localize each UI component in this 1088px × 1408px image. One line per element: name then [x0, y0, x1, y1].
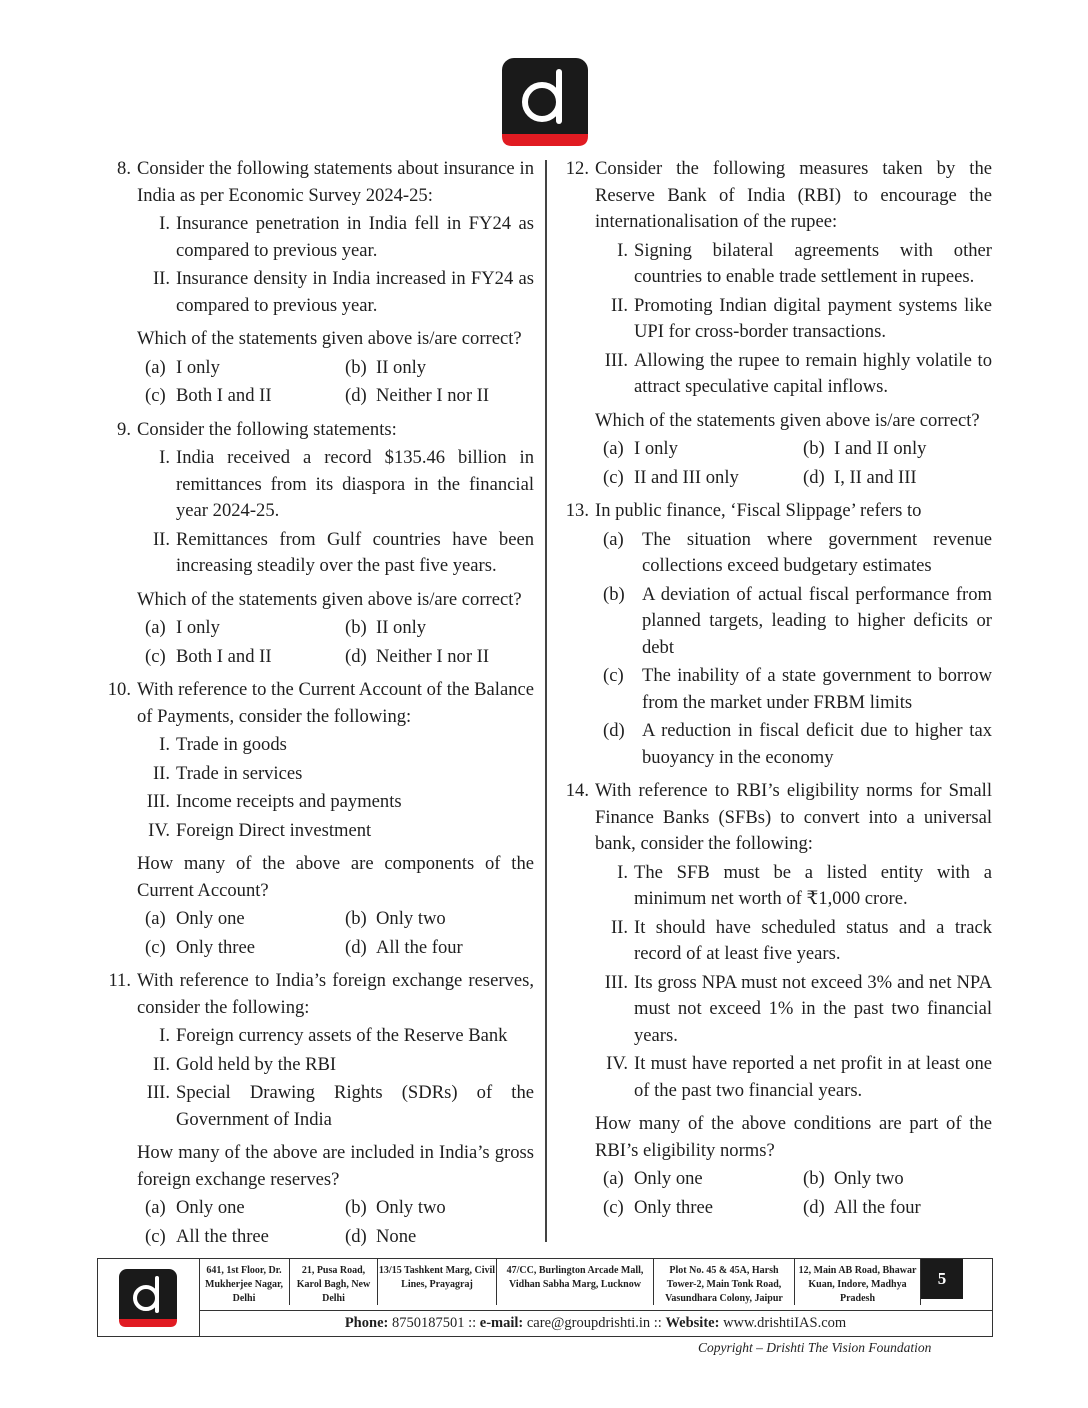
- option-text: The situation where government revenue collections exceed budgetary estimates: [642, 528, 992, 576]
- question-number: 12.: [565, 158, 589, 179]
- answer-option[interactable]: [145, 935, 345, 962]
- option-label: (d): [345, 936, 367, 958]
- option-label: (c): [603, 466, 624, 488]
- email-label: e-mail:: [479, 1315, 524, 1331]
- answer-option[interactable]: [345, 615, 534, 642]
- question-stem: In public finance, ‘Fiscal Slippage’ refers to: [595, 500, 922, 521]
- question-number: 11.: [108, 970, 131, 991]
- option-text: Neither I nor II: [376, 645, 490, 667]
- option-label: (c): [145, 936, 166, 958]
- statement: [595, 293, 992, 346]
- option-label: (b): [803, 438, 825, 459]
- option-label: (d): [345, 645, 367, 667]
- option-text: All the three: [176, 1225, 269, 1247]
- statement-numeral: I.: [159, 213, 170, 234]
- option-text: Only two: [834, 1168, 904, 1189]
- option-text: All the four: [376, 936, 463, 958]
- statement-numeral: II.: [610, 294, 628, 316]
- statement-numeral: III.: [604, 971, 628, 993]
- answer-option[interactable]: [145, 906, 345, 933]
- question: [558, 778, 992, 1221]
- option-text: Only one: [176, 1197, 245, 1218]
- option-text: Only two: [376, 908, 446, 929]
- answer-option[interactable]: [145, 355, 345, 382]
- statement-numeral: II.: [152, 762, 170, 784]
- answer-option[interactable]: [345, 644, 534, 671]
- option-label: (b): [803, 1168, 825, 1189]
- statement-numeral: III.: [146, 791, 170, 812]
- option-label: (c): [603, 1196, 624, 1218]
- address-indore: 12, Main AB Road, Bhawar Kuan, Indore, Madhya Pradesh: [795, 1259, 921, 1305]
- option-text: Only one: [176, 908, 245, 929]
- option-text: I and II only: [834, 438, 927, 459]
- option-text: Only three: [176, 936, 255, 958]
- statement-numeral: IV.: [148, 819, 170, 841]
- statement: [137, 1023, 534, 1050]
- statement: [595, 1051, 992, 1104]
- address-jaipur: Plot No. 45 & 45A, Harsh Tower-2, Main Tonk Road, Vasundhara Colony, Jaipur: [654, 1259, 795, 1305]
- address-lucknow: 47/CC, Burlington Arcade Mall, Vidhan Sabha Marg, Lucknow: [497, 1259, 654, 1305]
- option-text: I, II and III: [834, 466, 917, 488]
- statement: [137, 818, 534, 845]
- statement-text: India received a record $135.46 billion in remittances from its diaspora in the financial year 2024-25.: [176, 447, 534, 521]
- separator: ::: [653, 1315, 662, 1331]
- option-label: (b): [345, 1197, 367, 1218]
- option-text: Only three: [634, 1196, 713, 1218]
- question: [100, 677, 534, 961]
- website-link[interactable]: www.drishtiIAS.com: [723, 1315, 847, 1331]
- answer-option[interactable]: [803, 465, 992, 492]
- column-divider: [545, 160, 547, 1242]
- answer-option[interactable]: [603, 718, 992, 771]
- answer-option[interactable]: [603, 1195, 803, 1222]
- statement-text: Promoting Indian digital payment systems like UPI for cross-border transactions.: [634, 294, 992, 342]
- statement: [137, 527, 534, 580]
- question-stem: Consider the following statements about insurance in India as per Economic Survey 2024-25:: [137, 158, 534, 206]
- answer-option[interactable]: [603, 663, 992, 716]
- statement-numeral: I.: [159, 734, 170, 755]
- email-address[interactable]: care@groupdrishti.in: [526, 1315, 651, 1331]
- statement-text: It should have scheduled status and a track record of at least five years.: [634, 916, 992, 964]
- phone-label: Phone:: [344, 1315, 389, 1331]
- statement-text: Trade in services: [176, 762, 303, 784]
- option-label: (c): [145, 645, 166, 667]
- answer-option[interactable]: [603, 1166, 803, 1193]
- contact-line: [199, 1310, 992, 1336]
- option-text: I only: [634, 438, 678, 459]
- question-prompt: Which of the statements given above is/are correct?: [137, 588, 522, 610]
- address-karol-bagh: 21, Pusa Road, Karol Bagh, New Delhi: [290, 1259, 378, 1305]
- statement-numeral: IV.: [606, 1053, 628, 1074]
- statement-text: Insurance density in India increased in FY24 as compared to previous year.: [176, 268, 534, 316]
- option-label: (c): [145, 385, 166, 406]
- question: [100, 968, 534, 1250]
- copyright: Copyright – Drishti The Vision Foundation: [698, 1340, 932, 1355]
- question-prompt: Which of the statements given above is/are correct?: [137, 328, 522, 349]
- statement: [137, 211, 534, 264]
- answer-option[interactable]: [345, 1224, 534, 1251]
- answer-options: [603, 436, 992, 491]
- option-label: (d): [345, 1225, 367, 1247]
- statement: [137, 1080, 534, 1133]
- statement-text: Foreign currency assets of the Reserve Bank: [176, 1025, 508, 1046]
- statement-numeral: II.: [610, 916, 628, 938]
- option-text: I only: [176, 617, 220, 638]
- answer-option[interactable]: [603, 436, 803, 463]
- option-text: II only: [376, 617, 427, 638]
- question-prompt: How many of the above are included in India’s gross foreign exchange reserves?: [137, 1142, 534, 1190]
- statement-numeral: III.: [604, 349, 628, 371]
- option-label: (a): [603, 438, 624, 459]
- option-label: (d): [803, 466, 825, 488]
- statement: [137, 789, 534, 816]
- statement: [137, 1052, 534, 1079]
- statement: [137, 732, 534, 759]
- question-prompt: How many of the above conditions are part of the RBI’s eligibility norms?: [595, 1113, 992, 1161]
- option-label: (a): [603, 528, 624, 550]
- statement: [595, 348, 992, 401]
- statement-text: Income receipts and payments: [176, 791, 402, 812]
- statement-text: Special Drawing Rights (SDRs) of the Government of India: [176, 1082, 534, 1130]
- question-number: 10.: [107, 679, 131, 700]
- statement-text: Gold held by the RBI: [176, 1053, 337, 1075]
- question: [558, 156, 992, 491]
- answer-option[interactable]: [345, 383, 534, 410]
- option-text: I only: [176, 356, 220, 378]
- statement: [137, 266, 534, 319]
- option-label: (b): [345, 617, 367, 638]
- question-stem: With reference to the Current Account of the Balance of Payments, consider the following:: [137, 679, 534, 727]
- statement-numeral: I.: [617, 239, 628, 261]
- address-prayagraj: 13/15 Tashkent Marg, Civil Lines, Prayagraj: [378, 1259, 497, 1305]
- answer-option[interactable]: [345, 355, 534, 382]
- address-row: [199, 1259, 992, 1310]
- answer-option[interactable]: [145, 1224, 345, 1251]
- option-text: A reduction in fiscal deficit due to higher tax buoyancy in the economy: [642, 720, 992, 768]
- question: [558, 498, 992, 771]
- option-label: (d): [603, 720, 625, 741]
- statement-numeral: II.: [152, 528, 170, 550]
- statement-text: Its gross NPA must not exceed 3% and net NPA must not exceed 1% in the past two financial years.: [634, 971, 992, 1046]
- answer-option[interactable]: [345, 906, 534, 933]
- statement-text: Remittances from Gulf countries have been increasing steadily over the past five years.: [176, 528, 534, 576]
- statement-numeral: III.: [146, 1082, 170, 1103]
- statement-text: Foreign Direct investment: [176, 819, 372, 841]
- question-stem: With reference to RBI’s eligibility norms for Small Finance Banks (SFBs) to convert into a universal bank, consider the following:: [595, 780, 992, 854]
- question-prompt: Which of the statements given above is/are correct?: [595, 409, 980, 431]
- option-text: A deviation of actual fiscal performance from planned targets, leading to higher deficits or debt: [642, 583, 992, 658]
- website-label: Website:: [665, 1315, 720, 1331]
- option-text: Neither I nor II: [376, 385, 490, 406]
- answer-options: [603, 1166, 992, 1221]
- left-column: [100, 156, 534, 1257]
- option-label: (b): [345, 908, 367, 929]
- option-label: (a): [145, 617, 166, 638]
- answer-option[interactable]: [803, 436, 992, 463]
- option-label: (b): [345, 356, 367, 378]
- footer: [97, 1258, 993, 1337]
- option-label: (a): [145, 908, 166, 929]
- answer-option[interactable]: [803, 1195, 992, 1222]
- option-label: (c): [145, 1225, 166, 1247]
- answer-option[interactable]: [145, 615, 345, 642]
- question-number: 13.: [565, 500, 589, 521]
- answer-options: [145, 355, 534, 410]
- question-number: 8.: [117, 158, 131, 179]
- statement-numeral: II.: [152, 1053, 170, 1075]
- answer-option[interactable]: [345, 935, 534, 962]
- option-text: Both I and II: [176, 385, 272, 406]
- statement-text: The SFB must be a listed entity with a minimum net worth of ₹1,000 crore.: [634, 861, 992, 909]
- address-delhi-mukherjee: 641, 1st Floor, Dr. Mukherjee Nagar, Delhi: [199, 1259, 290, 1305]
- option-label: (d): [345, 385, 367, 406]
- option-text: The inability of a state government to borrow from the market under FRBM limits: [642, 665, 992, 713]
- statement-numeral: I.: [617, 861, 628, 883]
- statement-text: Insurance penetration in India fell in FY24 as compared to previous year.: [176, 213, 534, 261]
- answer-option[interactable]: [603, 465, 803, 492]
- statement: [595, 970, 992, 1050]
- option-text: Only two: [376, 1197, 446, 1218]
- option-text: II only: [376, 356, 427, 378]
- answer-options: [145, 906, 534, 961]
- statement-text: It must have reported a net profit in at least one of the past two financial years.: [634, 1053, 992, 1101]
- question-stem: Consider the following statements:: [137, 418, 397, 440]
- option-text: All the four: [834, 1196, 921, 1218]
- statement-numeral: II.: [152, 268, 170, 289]
- option-text: None: [376, 1225, 417, 1247]
- question: [100, 156, 534, 410]
- answer-option[interactable]: [345, 1195, 534, 1222]
- option-label: (a): [145, 356, 166, 378]
- drishti-logo: [502, 58, 588, 146]
- option-label: (a): [145, 1197, 166, 1218]
- option-label: (a): [603, 1168, 624, 1189]
- question-prompt: How many of the above are components of the Current Account?: [137, 853, 534, 901]
- footer-logo: [98, 1259, 200, 1336]
- phone-number[interactable]: 8750187501: [391, 1315, 465, 1331]
- question: [100, 417, 534, 671]
- separator: ::: [468, 1315, 477, 1331]
- statement-text: Trade in goods: [176, 734, 287, 755]
- right-column: [558, 156, 992, 1228]
- statement: [595, 860, 992, 913]
- option-label: (b): [603, 583, 625, 605]
- question-stem: Consider the following measures taken by the Reserve Bank of India (RBI) to encourage the internationalisation of the rupee:: [595, 158, 992, 232]
- statement-numeral: I.: [159, 1025, 170, 1046]
- answer-option[interactable]: [145, 1195, 345, 1222]
- statement-numeral: I.: [159, 447, 170, 468]
- option-label: (d): [803, 1196, 825, 1218]
- statement: [137, 445, 534, 525]
- answer-option[interactable]: [603, 527, 992, 580]
- page-number: 5: [921, 1259, 963, 1299]
- statement: [137, 761, 534, 788]
- statement: [595, 238, 992, 291]
- answer-options: [145, 1195, 534, 1250]
- statement: [595, 915, 992, 968]
- question-number: 14.: [565, 780, 589, 801]
- question-number: 9.: [117, 418, 131, 440]
- answer-options: [145, 615, 534, 670]
- answer-option[interactable]: [145, 644, 345, 671]
- statement-text: Allowing the rupee to remain highly volatile to attract speculative capital inflows.: [634, 349, 992, 397]
- answer-option[interactable]: [603, 582, 992, 662]
- question-stem: With reference to India’s foreign exchange reserves, consider the following:: [137, 970, 534, 1018]
- statement-text: Signing bilateral agreements with other countries to enable trade settlement in rupees.: [634, 239, 992, 287]
- option-text: II and III only: [634, 466, 739, 488]
- option-text: Only one: [634, 1168, 703, 1189]
- option-text: Both I and II: [176, 645, 272, 667]
- answer-option[interactable]: [803, 1166, 992, 1193]
- option-label: (c): [603, 665, 624, 686]
- answer-option[interactable]: [145, 383, 345, 410]
